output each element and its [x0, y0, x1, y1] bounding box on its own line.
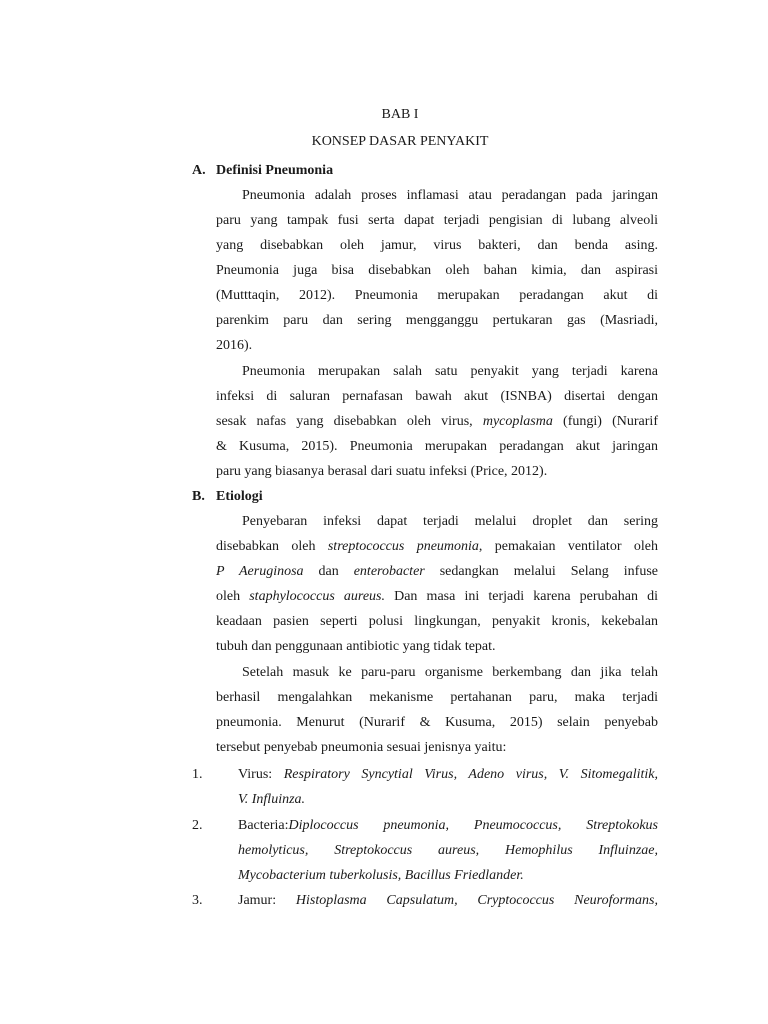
paragraph-line: & Kusuma, 2015). Pneumonia merupakan peradangan akut jaringan: [216, 439, 658, 454]
text-run: Dan masa ini terjadi karena perubahan di: [384, 589, 658, 604]
section-a-letter: A.: [192, 163, 206, 178]
paragraph-line: tersebut penyebab pneumonia sesuai jenisnya yaitu:: [216, 740, 507, 755]
paragraph-line: tubuh dan penggunaan antibiotic yang tidak tepat.: [216, 639, 496, 654]
list-item-line: [238, 817, 658, 835]
text-run: dan: [303, 564, 354, 579]
italic-term: Histoplasma Capsulatum, Cryptococcus Neuroformans,: [295, 893, 658, 908]
chapter-number: BAB I: [381, 107, 419, 122]
italic-term: hemolyticus, Streptokoccus aureus, Hemophilus Influinzae,: [238, 843, 658, 858]
paragraph-line: 2016).: [216, 338, 253, 353]
paragraph-line: pneumonia. Menurut (Nurarif & Kusuma, 2015) selain penyebab: [216, 715, 658, 730]
paragraph-line: paru yang tampak fusi serta dapat terjadi pengisian di lubang alveoli: [216, 213, 658, 228]
list-item-line: [238, 892, 658, 910]
paragraph-line: Pneumonia adalah proses inflamasi atau peradangan pada jaringan: [242, 188, 658, 203]
paragraph-line: [216, 413, 658, 431]
text-run: oleh: [216, 589, 250, 604]
italic-term: Mycobacterium tuberkolusis, Bacillus Friedlander.: [238, 868, 524, 883]
paragraph-line: keadaan pasien seperti polusi lingkungan, penyakit kronis, kekebalan: [216, 614, 658, 629]
section-b-letter: B.: [192, 489, 205, 504]
paragraph-line: parenkim paru dan sering mengganggu pertukaran gas (Masriadi,: [216, 313, 658, 328]
italic-term: V. Influinza.: [238, 792, 306, 807]
italic-term: staphylococcus aureus.: [249, 589, 385, 604]
list-item-number: 3.: [192, 893, 203, 908]
italic-term: Respiratory Syncytial Virus, Adeno virus, V. Sitomegalitik,: [283, 767, 658, 782]
list-item-line: [238, 766, 658, 784]
list-item-label: Bacteria:: [238, 818, 289, 833]
section-b-heading: [192, 488, 263, 506]
text-run: , pemakaian ventilator oleh: [478, 539, 658, 554]
italic-term: Diplococcus pneumonia, Pneumococcus, Streptokokus: [288, 818, 658, 833]
paragraph-line: Pneumonia merupakan salah satu penyakit yang terjadi karena: [242, 364, 658, 379]
text-run: sedangkan melalui Selang infuse: [424, 564, 658, 579]
section-a-heading: [192, 162, 333, 180]
italic-term: P Aeruginosa: [216, 564, 304, 579]
list-item-label: Jamur:: [238, 893, 296, 908]
list-item-line: [238, 791, 658, 809]
paragraph-line: Setelah masuk ke paru-paru organisme berkembang dan jika telah: [242, 665, 658, 680]
chapter-title: KONSEP DASAR PENYAKIT: [311, 134, 489, 149]
paragraph-line: (Mutttaqin, 2012). Pneumonia merupakan peradangan akut di: [216, 288, 658, 303]
italic-term: streptococcus pneumonia: [327, 539, 479, 554]
list-item-number: 1.: [192, 767, 203, 782]
text-run: disebabkan oleh: [216, 539, 328, 554]
paragraph-line: [216, 538, 658, 556]
section-a-title: Definisi Pneumonia: [216, 163, 334, 178]
paragraph-line: [216, 588, 658, 606]
paragraph-line: Pneumonia juga bisa disebabkan oleh bahan kimia, dan aspirasi: [216, 263, 658, 278]
text-run: sesak nafas yang disebabkan oleh virus,: [216, 414, 483, 429]
text-run: (fungi) (Nurarif: [552, 414, 658, 429]
list-item-line: [238, 867, 658, 885]
section-b-title: Etiologi: [216, 489, 263, 504]
paragraph-line: paru yang biasanya berasal dari suatu infeksi (Price, 2012).: [216, 464, 548, 479]
paragraph-line: [216, 563, 658, 581]
paragraph-line: Penyebaran infeksi dapat terjadi melalui droplet dan sering: [242, 514, 658, 529]
italic-term: enterobacter: [353, 564, 425, 579]
italic-term: mycoplasma: [482, 414, 553, 429]
paragraph-line: berhasil mengalahkan mekanisme pertahanan paru, maka terjadi: [216, 690, 658, 705]
list-item-line: [238, 842, 658, 860]
list-item-number: 2.: [192, 818, 203, 833]
paragraph-line: yang disebabkan oleh jamur, virus bakteri, dan benda asing.: [216, 238, 658, 253]
paragraph-line: infeksi di saluran pernafasan bawah akut (ISNBA) disertai dengan: [216, 389, 658, 404]
list-item-label: Virus:: [238, 767, 284, 782]
